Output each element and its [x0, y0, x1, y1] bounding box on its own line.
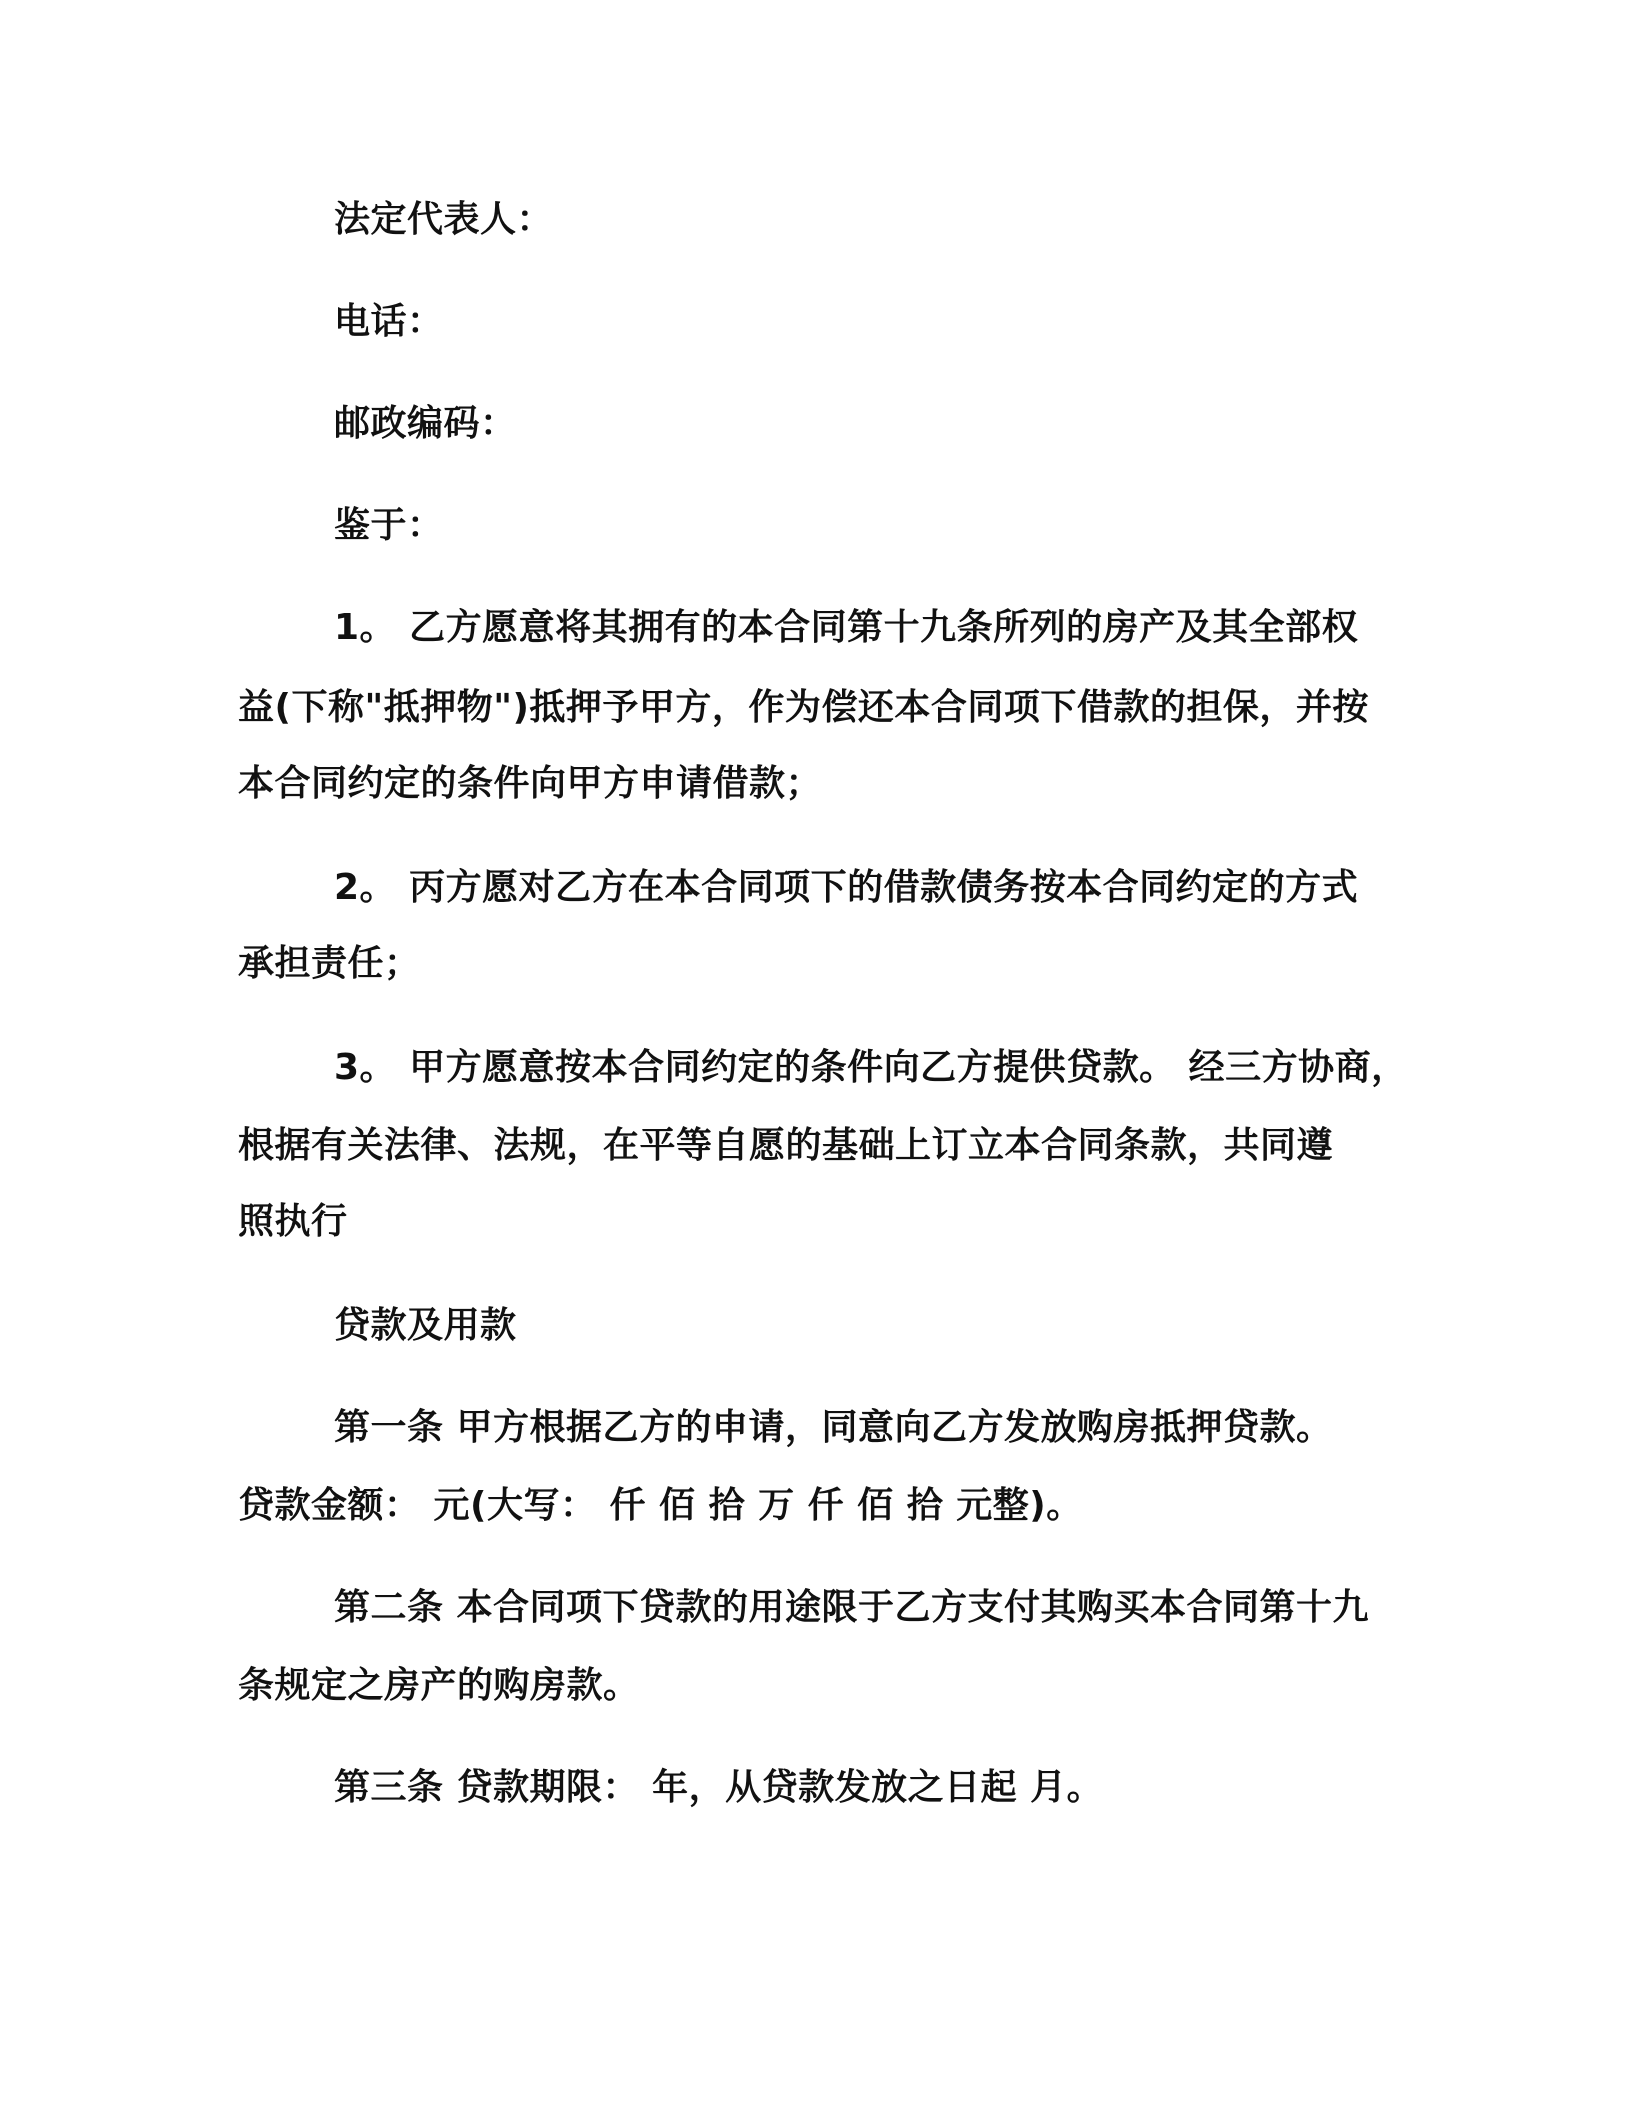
whereas-item-1-line-2: 益(下称"抵押物")抵押予甲方，作为偿还本合同项下借款的担保，并按 — [238, 687, 1369, 728]
whereas-label: 鉴于： — [334, 505, 444, 546]
article-2-line-1: 第二条 本合同项下贷款的用途限于乙方支付其购买本合同第十九 — [334, 1587, 1370, 1628]
whereas-item-3-line-2: 根据有关法律、法规，在平等自愿的基础上订立本合同条款，共同遵 — [238, 1125, 1334, 1166]
article-3-line-1: 第三条 贷款期限： 年，从贷款发放之日起 月。 — [334, 1767, 1104, 1808]
article-1-line-2: 贷款金额： 元(大写： 仟 佰 拾 万 仟 佰 拾 元整)。 — [238, 1485, 1083, 1526]
whereas-item-1-line-1: 1。 乙方愿意将其拥有的本合同第十九条所列的房产及其全部权 — [334, 607, 1359, 648]
whereas-item-1-line-3: 本合同约定的条件向甲方申请借款； — [238, 763, 823, 804]
section-title: 贷款及用款 — [334, 1305, 517, 1346]
article-2-line-2: 条规定之房产的购房款。 — [238, 1665, 640, 1706]
legal-representative-label: 法定代表人： — [334, 199, 554, 240]
postal-code-label: 邮政编码： — [334, 403, 517, 444]
phone-label: 电话： — [334, 301, 444, 342]
whereas-item-2-line-2: 承担责任； — [238, 943, 421, 984]
whereas-item-3-line-3: 照执行 — [238, 1201, 348, 1242]
whereas-item-2-line-1: 2。 丙方愿对乙方在本合同项下的借款债务按本合同约定的方式 — [334, 867, 1359, 908]
article-1-line-1: 第一条 甲方根据乙方的申请，同意向乙方发放购房抵押贷款。 — [334, 1407, 1333, 1448]
whereas-item-3-line-1: 3。 甲方愿意按本合同约定的条件向乙方提供贷款。 经三方协商， — [334, 1047, 1408, 1088]
